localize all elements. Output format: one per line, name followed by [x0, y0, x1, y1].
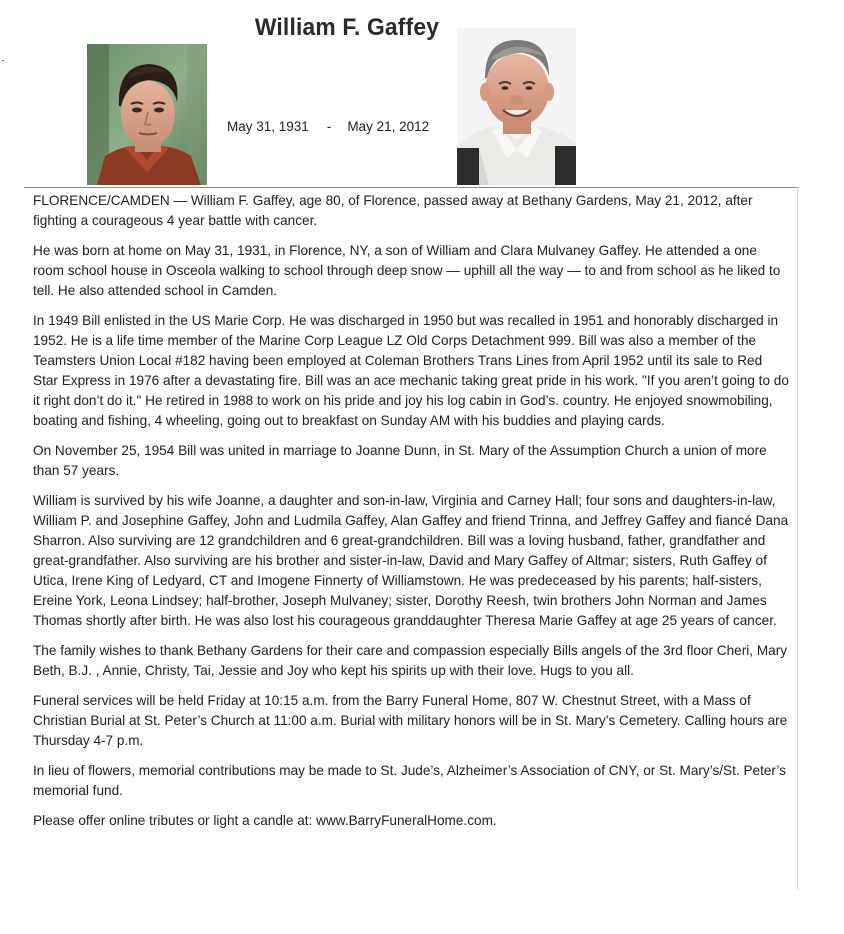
death-date: May 21, 2012 — [347, 119, 430, 134]
portrait-young-photo — [87, 44, 207, 185]
paragraph: In 1949 Bill enlisted in the US Marie Corp. He was discharged in 1950 but was recalled in 1951 and honorably discharged in 1952. He is a life time member of the Marine Corp League LZ Old Corps Detachment 999. Bill was also a member of the Teamsters Union Local #182 having been employed at Coleman Brothers Trans Lines from April 1952 until its sale to Red Star Express in 1976 after a devastating fire. Bill was an ace mechanic taking great pride in his work. "If you aren’t going to do it right don’t do it." He retired in 1988 to work on his pride and joy his log cabin in God’s. country. He enjoyed snowmobiling, boating and fishing, 4 wheeling, going out to breakfast on Sunday AM with his buddies and playing cards. — [33, 313, 789, 428]
deceased-name: William F. Gaffey — [254, 14, 440, 41]
date-separator: - — [326, 119, 332, 134]
paragraph: He was born at home on May 31, 1931, in Florence, NY, a son of William and Clara Mulvaney Gaffey. He attended a one room school house in Osceola walking to school through deep snow — uphill all the way — to and from school as he liked to tell. He also attended school in Camden. — [33, 243, 781, 298]
birth-date: May 31, 1931 — [227, 119, 309, 134]
paragraph: FLORENCE/CAMDEN — William F. Gaffey, age 80, of Florence, passed away at Bethany Gardens, May 21, 2012, after fighting a courageous 4 year battle with cancer. — [33, 193, 753, 228]
paragraph: On November 25, 1954 Bill was united in marriage to Joanne Dunn, in St. Mary of the Assumption Church a union of more than 57 years. — [33, 443, 767, 478]
paragraph: Please offer online tributes or light a candle at: www.BarryFuneralHome.com. — [33, 813, 497, 828]
life-dates — [227, 119, 429, 134]
paragraph: Funeral services will be held Friday at 10:15 a.m. from the Barry Funeral Home, 807 W. Chestnut Street, with a Mass of Christian Burial at St. Peter’s Church at 11:00 a.m. Burial with military honors will be in St. Mary’s Cemetery. Calling hours are Thursday 4-7 p.m. — [33, 693, 788, 748]
paragraph: The family wishes to thank Bethany Gardens for their care and compassion especially Bills angels of the 3rd floor Cheri, Mary Beth, B.J. , Annie, Christy, Tai, Jessie and Joy who kept his spirits up with their love. Hugs to you all. — [33, 643, 788, 678]
paragraph: William is survived by his wife Joanne, a daughter and son-in-law, Virginia and Carney Hall; four sons and daughters-in-law, William P. and Josephine Gaffey, John and Ludmila Gaffey, Alan Gaffey and friend Trinna, and Jeffrey Gaffey and fiancé Dana Sharron. Also surviving are 12 grandchildren and 6 great-grandchildren. Bill was a loving husband, father, grandfather and great-grandfather. Also surviving are his brother and sister-in-law, David and Mary Gaffey of Altmar; sisters, Ruth Gaffey of Utica, Irene King of Ledyard, CT and Imogene Finnerty of Williamstown. He was predeceased by his parents; half-sisters, Ereine York, Leona Lindsey; half-brother, Joseph Mulvaney; sister, Dorothy Reesh, twin brothers John Norman and James Thomas shortly after birth. He was also lost his courageous granddaughter Theresa Marie Gaffey at age 25 years of cancer. — [33, 493, 789, 628]
portrait-older-photo — [457, 28, 576, 185]
right-border — [797, 187, 798, 890]
obituary-text — [33, 191, 790, 841]
header-divider — [24, 187, 799, 188]
paragraph: In lieu of flowers, memorial contributions may be made to St. Jude’s, Alzheimer’s Association of CNY, or St. Mary’s/St. Peter’s memorial fund. — [33, 763, 787, 798]
margin-mark — [2, 60, 4, 61]
